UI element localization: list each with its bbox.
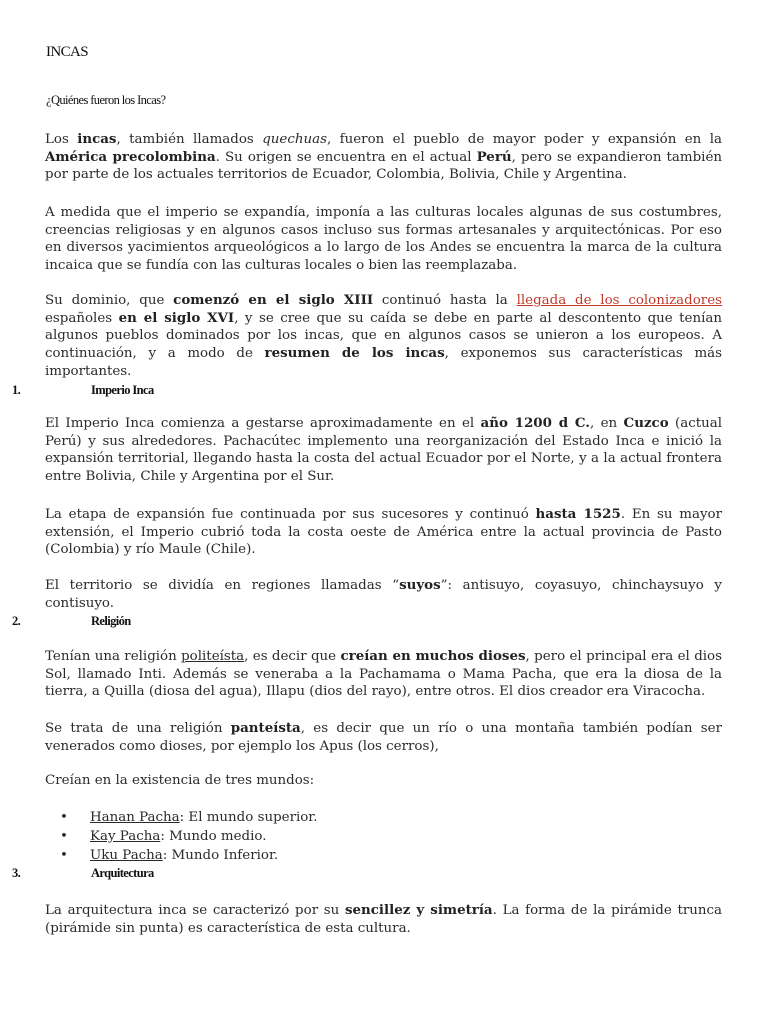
bullet-icon: • bbox=[60, 848, 68, 863]
intro-paragraph-3: Su dominio, que comenzó en el siglo XIII continuó hasta la llegada de los colonizadores españoles en el siglo XVI, y se cree que su caída se debe en parte al descontento que tenían algunos pueblos dominados por los incas, que en algunos casos se unieron a los europeos. A continuación, y a modo de resumen de los incas, exponemos sus características más importantes. bbox=[45, 292, 723, 379]
section-2-paragraph-1: Tenían una religión politeísta, es decir que creían en muchos dioses, pero el principal era el dios Sol, llamado Inti. Además se veneraba a la Pachamama o Mama Pacha, que era la diosa de la tierra, a Quilla (diosa del agua), Illapu (dios del rayo), entre otros. El dios creador era Viracocha. bbox=[45, 648, 722, 700]
section-2-paragraph-2: Se trata de una religión panteísta, es decir que un río o una montaña también podían ser venerados como dioses, por ejemplo los Apus (los cerros), bbox=[45, 720, 723, 754]
colonizers-link[interactable]: llegada de los colonizadores bbox=[516, 293, 722, 308]
section-heading-religion: Religión bbox=[91, 614, 131, 628]
section-1-paragraph-1: El Imperio Inca comienza a gestarse aproximadamente en el año 1200 d C., en Cuzco (actual Perú) y sus alrededores. Pachacútec implemento una reorganización del Estado Inca e inició la expansión territorial, llegando hasta la costa del actual Ecuador por el Norte, y a la actual frontera entre Bolivia, Chile y Argentina por el Sur. bbox=[45, 415, 722, 485]
section-heading-arquitectura: Arquitectura bbox=[91, 866, 154, 880]
intro-paragraph-1: Los incas, también llamados quechuas, fueron el pueblo de mayor poder y expansión en la América precolombina. Su origen se encuentra en el actual Perú, pero se expandieron también por parte de los actuales territorios de Ecuador, Colombia, Bolivia, Chile y Argentina. bbox=[45, 131, 722, 183]
section-heading-imperio-inca: Imperio Inca bbox=[91, 383, 154, 397]
section-number-3: 3. bbox=[12, 866, 21, 880]
list-item: • Kay Pacha: Mundo medio. bbox=[60, 829, 267, 844]
section-number-1: 1. bbox=[12, 383, 21, 397]
document-subtitle: ¿Quiénes fueron los Incas? bbox=[46, 93, 166, 107]
section-1-paragraph-3: El territorio se dividía en regiones llamadas “suyos”: antisuyo, coyasuyo, chinchaysuyo y contisuyo. bbox=[45, 577, 722, 611]
section-number-2: 2. bbox=[12, 614, 21, 628]
bullet-icon: • bbox=[60, 829, 68, 844]
bullet-icon: • bbox=[60, 810, 68, 825]
list-item: • Hanan Pacha: El mundo superior. bbox=[60, 810, 318, 825]
section-1-paragraph-2: La etapa de expansión fue continuada por sus sucesores y continuó hasta 1525. En su mayor extensión, el Imperio cubrió toda la costa oeste de América entre la actual provincia de Pasto (Colombia) y río Maule (Chile). bbox=[45, 506, 722, 558]
section-3-paragraph-1: La arquitectura inca se caracterizó por su sencillez y simetría. La forma de la pirámide trunca (pirámide sin punta) es característica de esta cultura. bbox=[45, 902, 723, 936]
intro-paragraph-2: A medida que el imperio se expandía, imponía a las culturas locales algunas de sus costumbres, creencias religiosas y en algunos casos incluso sus formas artesanales y arquitectónicas. Por eso en diversos yacimientos arqueológicos a lo largo de los Andes se encuentra la marca de la cultura incaica que se fundía con las culturas locales o bien las reemplazaba. bbox=[45, 205, 722, 274]
section-2-paragraph-3: Creían en la existencia de tres mundos: bbox=[45, 773, 315, 788]
list-item: • Uku Pacha: Mundo Inferior. bbox=[60, 848, 279, 863]
document-title: INCAS bbox=[46, 44, 89, 60]
